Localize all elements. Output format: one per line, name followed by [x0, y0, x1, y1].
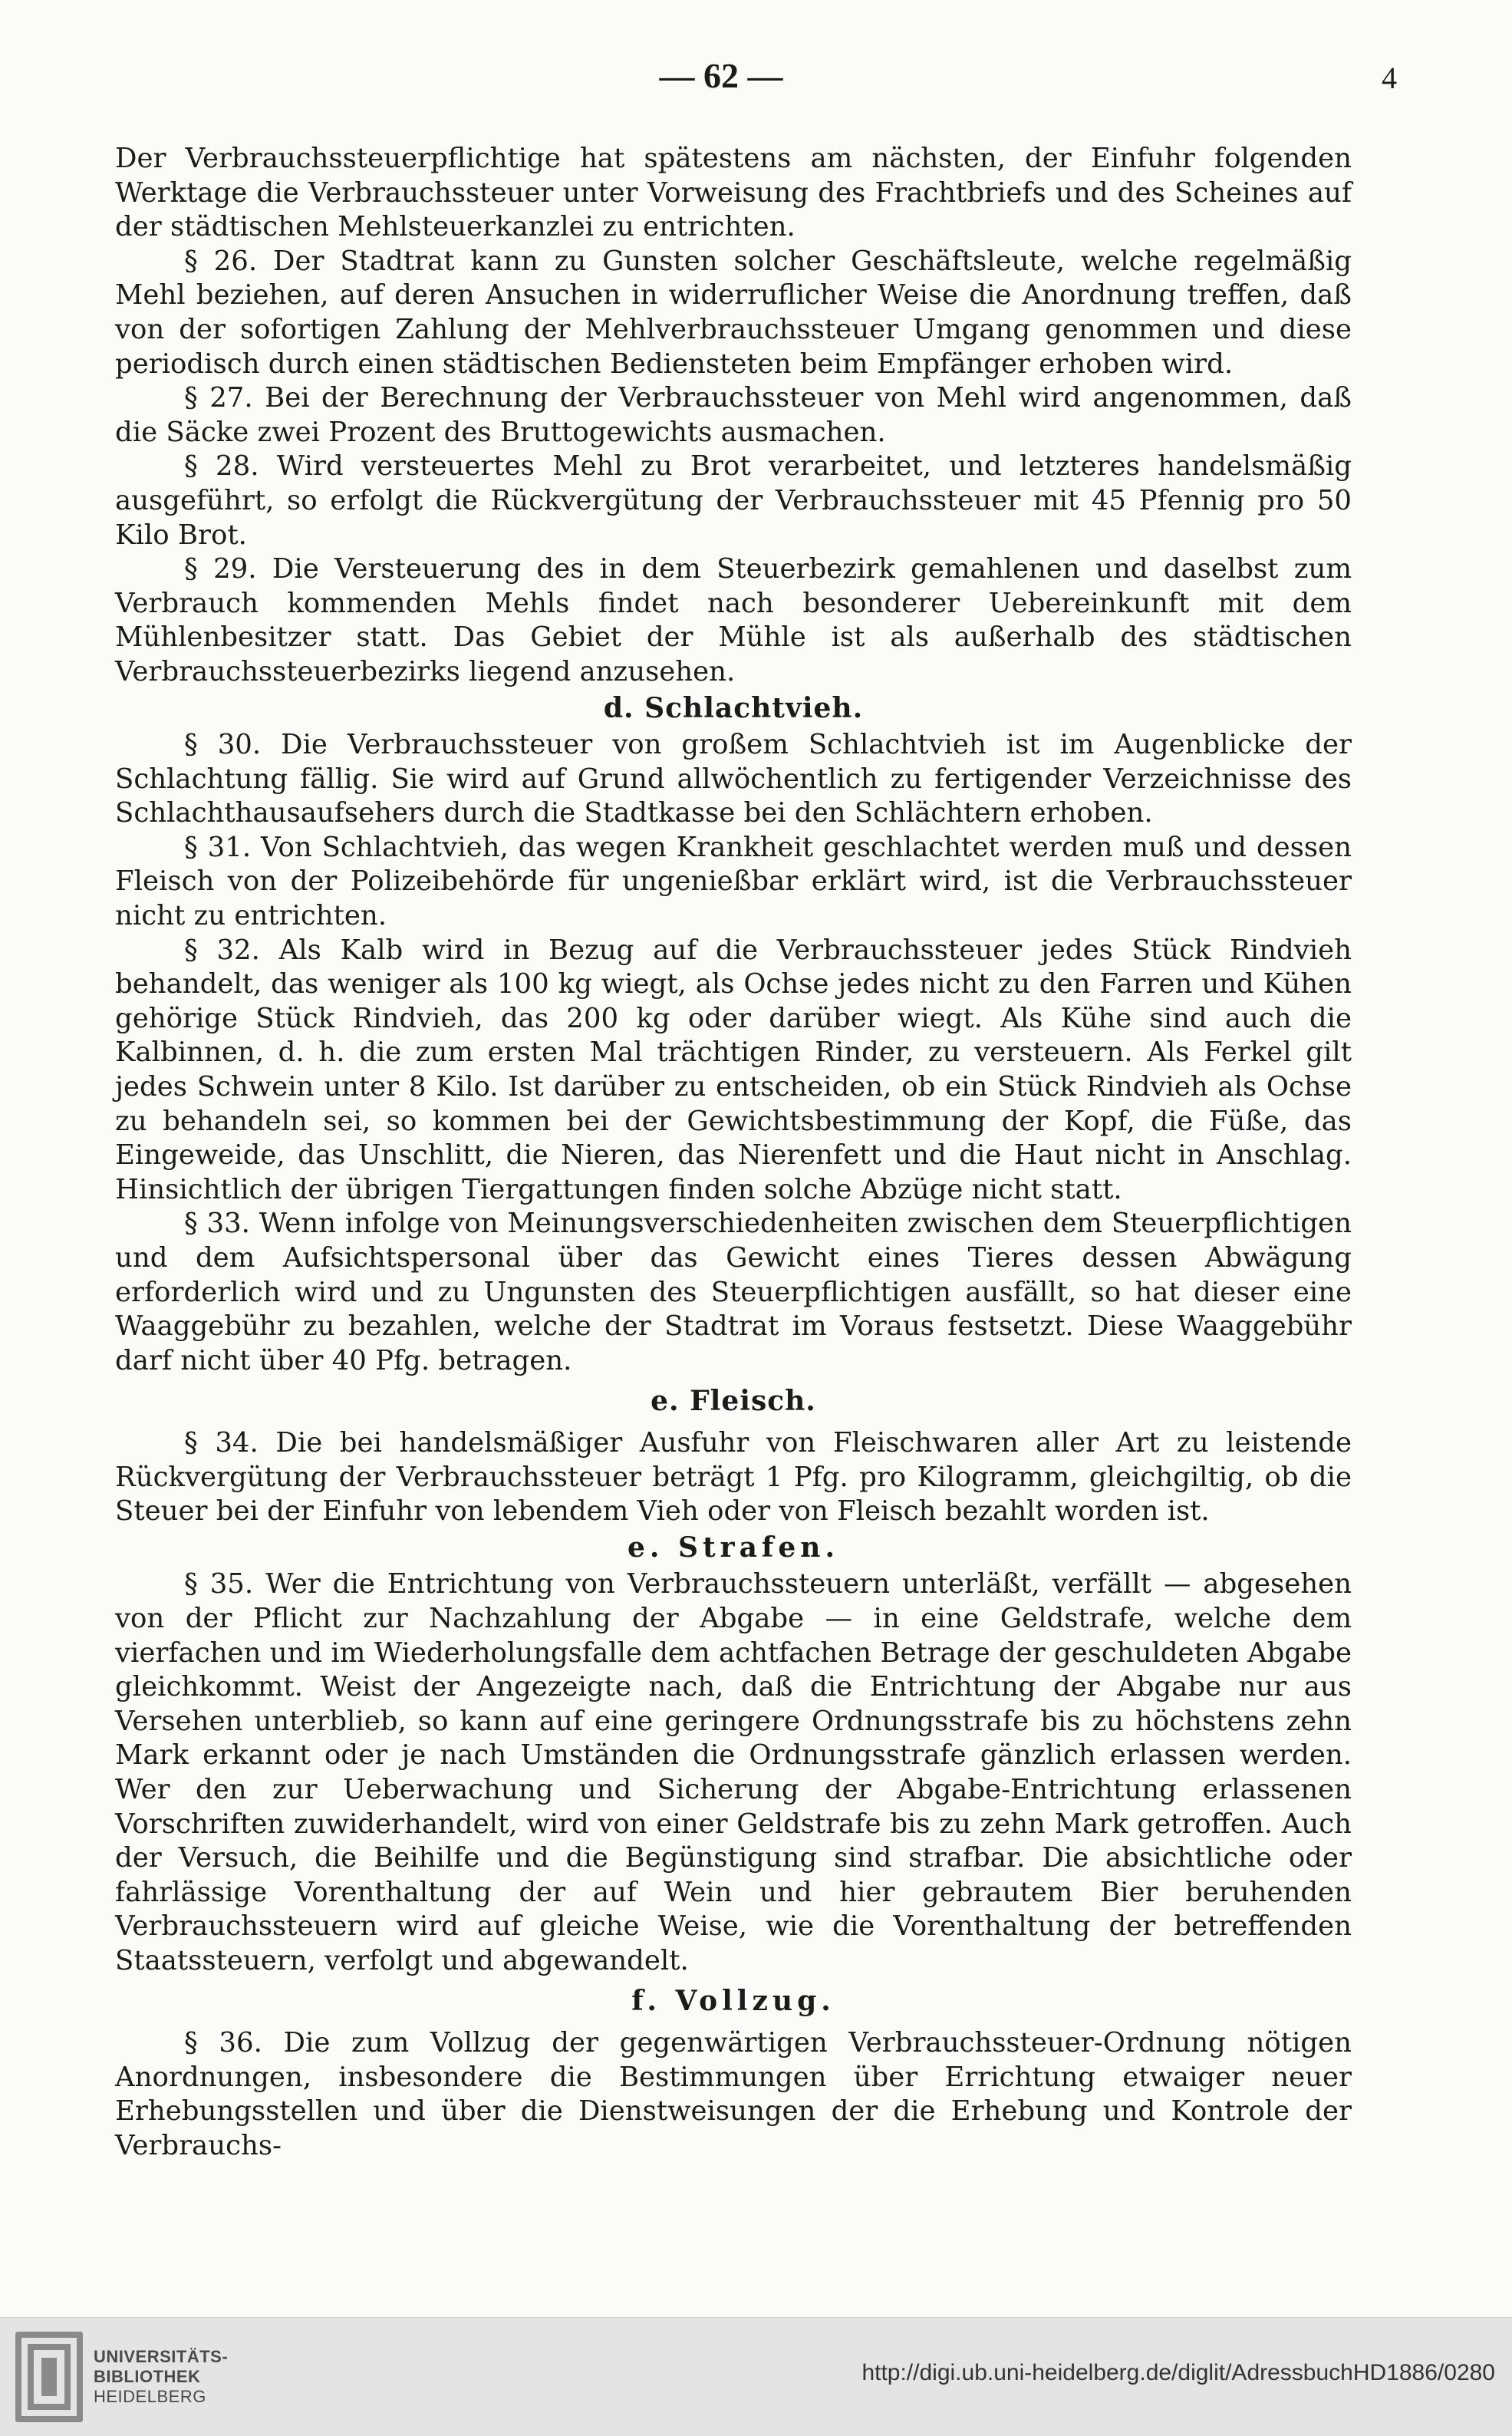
library-footer: [0, 2317, 1512, 2436]
paragraph-section-34: § 34. Die bei handelsmäßiger Ausfuhr von Fleischwaren aller Art zu leistende Rückvergütung der Verbrauchssteuer beträgt 1 Pfg. pro Kilogramm, gleichgiltig, ob die Steuer bei der Einfuhr von lebendem Vieh oder von Fleisch bezahlt worden ist.: [115, 1426, 1352, 1528]
paragraph-section-31: § 31. Von Schlachtvieh, das wegen Krankheit geschlachtet werden muß und dessen Fleisch von der Polizeibehörde für ungenießbar erklärt wird, ist die Verbrauchssteuer nicht zu entrichten.: [115, 831, 1352, 932]
library-name-line-1: UNIVERSITÄTS-: [94, 2347, 229, 2366]
corner-mark: 4: [1382, 61, 1397, 95]
paragraph-section-30: § 30. Die Verbrauchssteuer von großem Schlachtvieh ist im Augenblicke der Schlachtung fällig. Sie wird auf Grund allwöchentlich zu fertigender Verzeichnisse des Schlachthausaufsehers durch die Stadtkasse bei den Schlächtern erhoben.: [115, 729, 1352, 829]
permalink-url[interactable]: http://digi.ub.uni-heidelberg.de/diglit/AdressbuchHD1886/0280: [861, 2360, 1495, 2385]
library-name-line-3: HEIDELBERG: [94, 2387, 206, 2406]
paragraph-section-26: § 26. Der Stadtrat kann zu Gunsten solcher Geschäftsleute, welche regelmäßig Mehl beziehen, auf deren Ansuchen in widerruflicher Weise die Anordnung treffen, daß von der sofortigen Zahlung der Mehlverbrauchssteuer Umgang genommen und diese periodisch durch einen städtischen Bediensteten beim Empfänger erhoben wird.: [115, 245, 1352, 380]
page-number: — 62 —: [659, 56, 783, 95]
heading-schlachtvieh: d. Schlachtvieh.: [603, 691, 864, 724]
heading-fleisch: e. Fleisch.: [651, 1385, 816, 1418]
paragraph-continuation: Der Verbrauchssteuerpflichtige hat spätestens am nächsten, der Einfuhr folgenden Werktage die Verbrauchssteuer unter Vorweisung des Frachtbriefs und des Scheines auf der städtischen Mehlsteuerkanzlei zu entrichten.: [115, 143, 1352, 243]
paragraph-section-27: § 27. Bei der Berechnung der Verbrauchssteuer von Mehl wird angenommen, daß die Säcke zwei Prozent des Bruttogewichts ausmachen.: [115, 382, 1352, 448]
paragraph-section-29: § 29. Die Versteuerung des in dem Steuerbezirk gemahlenen und daselbst zum Verbrauch kommenden Mehls findet nach besonderer Uebereinkunft mit dem Mühlenbesitzer statt. Das Gebiet der Mühle ist als außerhalb des städtischen Verbrauchssteuerbezirks liegend anzusehen.: [115, 553, 1352, 687]
paragraph-section-36: § 36. Die zum Vollzug der gegenwärtigen Verbrauchssteuer-Ordnung nötigen Anordnungen, insbesondere die Bestimmungen über Errichtung etwaiger neuer Erhebungsstellen und über die Dienstweisungen der die Erhebung und Kontrole der Verbrauchs-: [115, 2027, 1352, 2161]
heading-strafen: e. Strafen.: [628, 1531, 839, 1564]
paragraph-section-35: § 35. Wer die Entrichtung von Verbrauchssteuern unterläßt, verfällt — abgesehen von der Pflicht zur Nachzahlung der Abgabe — in eine Geldstrafe, welche dem vierfachen und im Wiederholungsfalle dem achtfachen Betrage der geschuldeten Abgabe gleichkommt. Weist der Angezeigte nach, daß die Entrichtung der Abgabe nur aus Versehen unterblieb, so kann auf eine geringere Ordnungsstrafe bis zu höchstens zehn Mark erkannt oder je nach Umständen die Ordnungsstrafe gänzlich erlassen werden. Wer den zur Ueberwachung und Sicherung der Abgabe-Entrichtung erlassenen Vorschriften zuwiderhandelt, wird von einer Geldstrafe bis zu zehn Mark getroffen. Auch der Versuch, die Beihilfe und die Begünstigung sind strafbar. Die absichtliche oder fahrlässige Vorenthaltung der auf Wein und hier gebrautem Bier beruhenden Verbrauchssteuern wird auf gleiche Weise, wie die Vorenthaltung der betreffenden Staatssteuern, verfolgt und abgewandelt.: [115, 1568, 1352, 1976]
paragraph-section-32: § 32. Als Kalb wird in Bezug auf die Verbrauchssteuer jedes Stück Rindvieh behandelt, das weniger als 100 kg wiegt, als Ochse jedes nicht zu den Farren und Kühen gehörige Stück Rindvieh, das 200 kg oder darüber wiegt. Als Kühe sind auch die Kalbinnen, d. h. die zum ersten Mal trächtigen Rinder, zu versteuern. Als Ferkel gilt jedes Schwein unter 8 Kilo. Ist darüber zu entscheiden, ob ein Stück Rindvieh als Ochse zu behandeln sei, so kommen bei der Gewichtsbestimmung der Kopf, die Füße, das Eingeweide, das Unschlitt, die Nieren, das Nierenfett und die Haut nicht in Anschlag. Hinsichtlich der übrigen Tiergattungen finden solche Abzüge nicht statt.: [115, 934, 1352, 1205]
library-name: [94, 2347, 228, 2407]
heading-vollzug: f. Vollzug.: [631, 1985, 835, 2018]
paragraph-section-33: § 33. Wenn infolge von Meinungsverschiedenheiten zwischen dem Steuerpflichtigen und dem Aufsichtspersonal über das Gewicht eines Tieres dessen Abwägung erforderlich wird und zu Ungunsten des Steuerpflichtigen ausfällt, so hat dieser eine Waaggebühr zu bezahlen, welche der Stadtrat im Voraus festsetzt. Diese Waaggebühr darf nicht über 40 Pfg. betragen.: [115, 1208, 1352, 1376]
paragraph-section-28: § 28. Wird versteuertes Mehl zu Brot verarbeitet, und letzteres handelsmäßig ausgeführt, so erfolgt die Rückvergütung der Verbrauchssteuer mit 45 Pfennig pro 50 Kilo Brot.: [115, 450, 1352, 551]
page-body: [115, 142, 1352, 2163]
university-library-logo: [11, 2329, 87, 2425]
library-name-line-2: BIBLIOTHEK: [94, 2367, 201, 2386]
